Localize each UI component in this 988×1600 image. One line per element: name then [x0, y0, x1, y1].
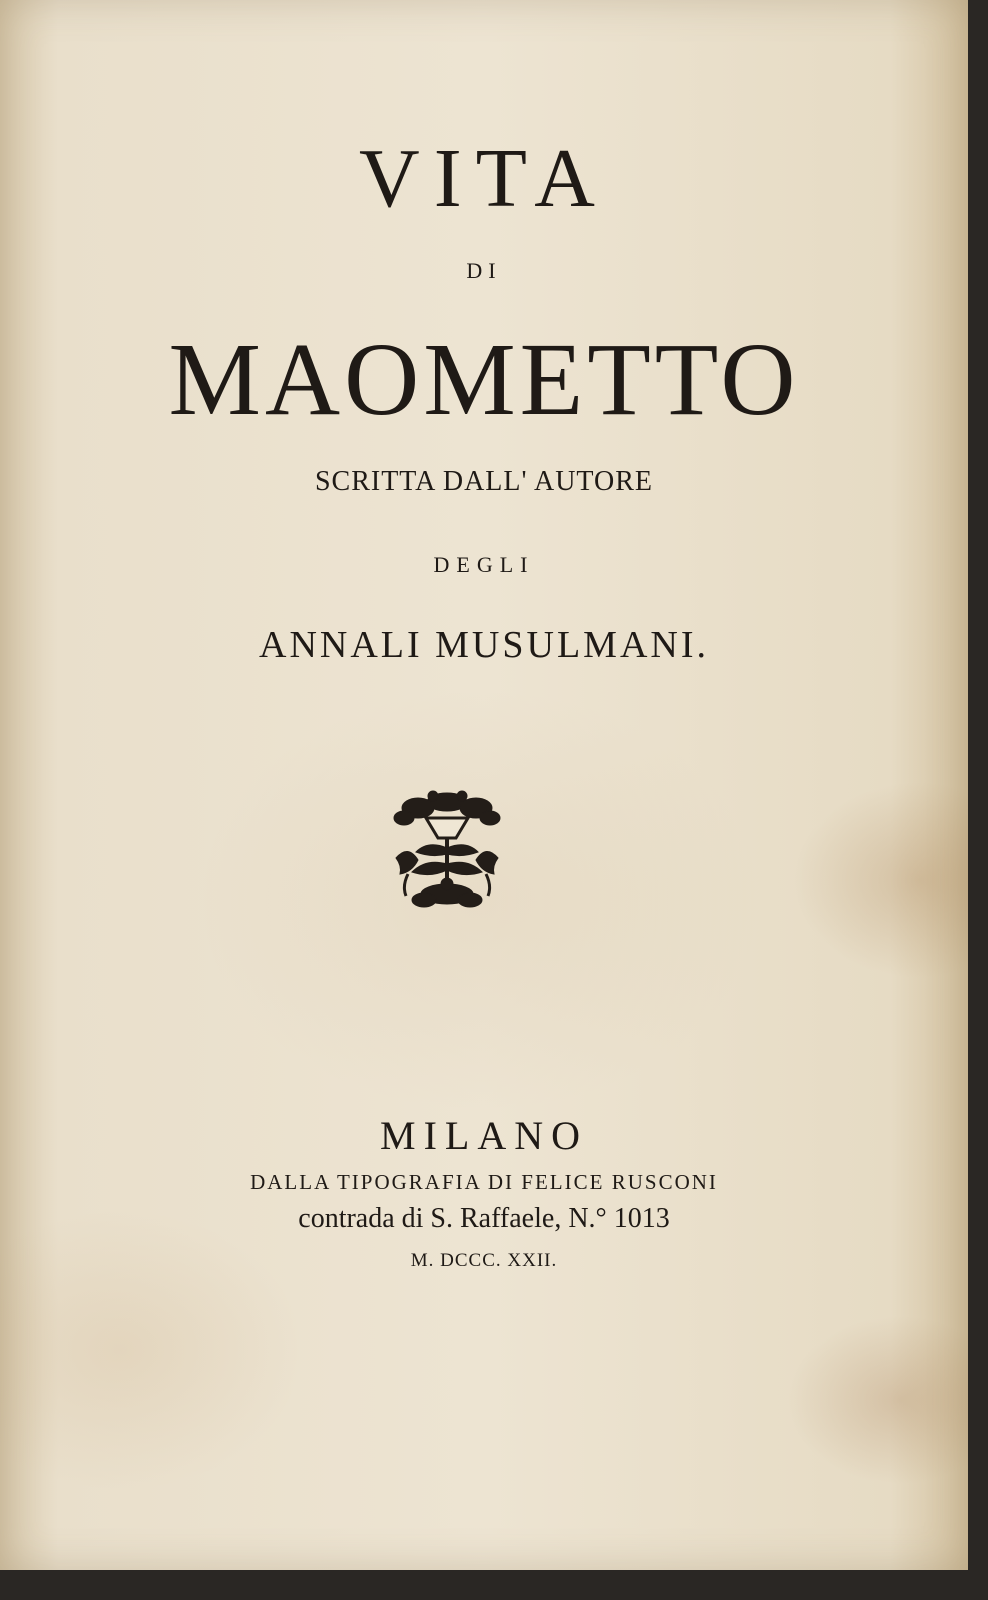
- book-subtitle: SCRITTA DALL' AUTORE: [314, 466, 654, 497]
- imprint-address: contrada di S. Raffaele, N.° 1013: [298, 1203, 670, 1234]
- book-title: VITA: [359, 132, 609, 225]
- title-preposition: DI: [466, 258, 502, 283]
- referenced-work: ANNALI MUSULMANI.: [259, 624, 709, 666]
- book-subject: MAOMETTO: [168, 322, 800, 437]
- imprint-year: M. DCCC. XXII.: [410, 1250, 558, 1271]
- subtitle-connector: DEGLI: [433, 552, 535, 577]
- imprint-printer: DALLA TIPOGRAFIA DI FELICE RUSCONI: [250, 1170, 718, 1194]
- printers-floral-vignette-icon: [388, 788, 506, 910]
- imprint-city: MILANO: [380, 1113, 588, 1158]
